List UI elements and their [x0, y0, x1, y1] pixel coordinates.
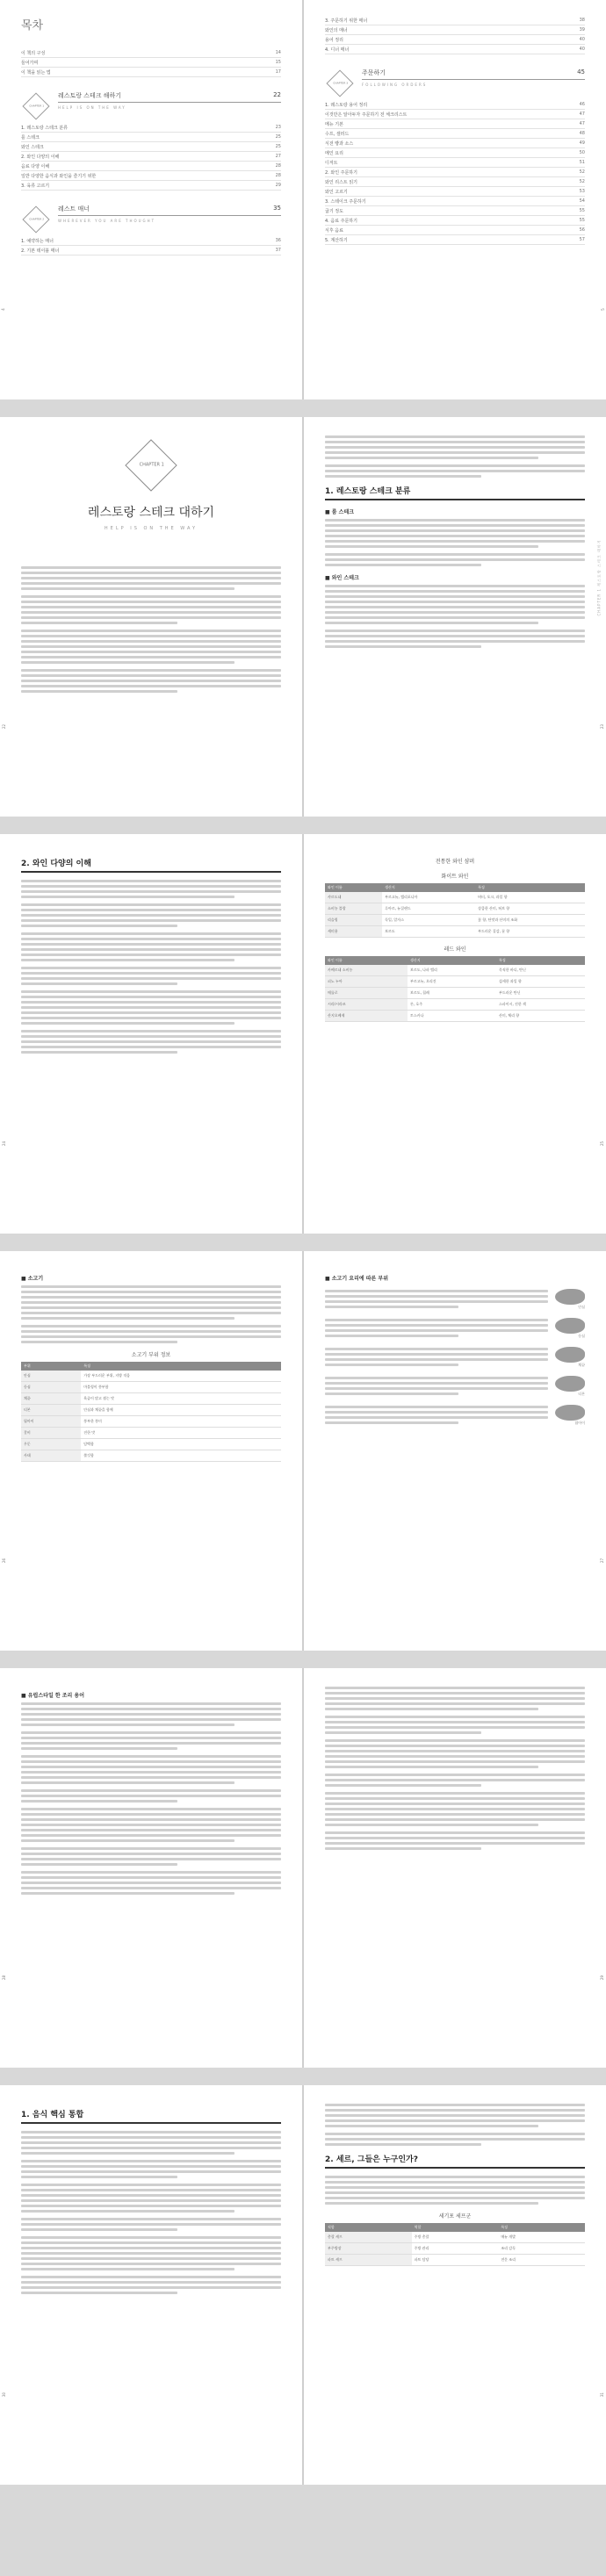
- beef-cut-image: [555, 1376, 585, 1392]
- toc-spread: [0, 0, 606, 399]
- toc-entry[interactable]: [21, 48, 281, 58]
- subsection-heading: ■ 소고기 요리에 따른 부위: [325, 1276, 388, 1282]
- chapter-diamond-icon: CHAPTER 1: [125, 439, 177, 491]
- toc-entry-page: 36: [275, 238, 281, 243]
- toc-entry-title: 2. 와인 다양의 이해: [21, 154, 60, 160]
- table-header: 특징: [475, 883, 585, 892]
- table-cell: 메를로: [325, 988, 408, 999]
- toc-entry-title: 수프, 샐러드: [325, 131, 350, 137]
- folio: 4: [0, 308, 5, 311]
- toc-right-list: [325, 16, 585, 54]
- table-cell: 꽃 향, 단맛과 산미의 조화: [475, 915, 585, 926]
- folio: 5: [601, 308, 606, 311]
- table-cell: 산미, 체리 향: [496, 1011, 585, 1022]
- table-row: [21, 1393, 281, 1405]
- red-wine-table: [325, 956, 585, 1022]
- subsection-heading: ■ 룸 스테크: [325, 509, 355, 515]
- toc-entry[interactable]: [21, 58, 281, 68]
- toc-entry-page: 38: [579, 18, 585, 23]
- table-cell: 샤르도네: [325, 892, 382, 903]
- toc-entry-title: 식후 음료: [325, 227, 343, 234]
- table-cell: 부주방장: [325, 2243, 412, 2255]
- table-header: 생산지: [382, 883, 475, 892]
- table-cell: 리슬링: [325, 915, 382, 926]
- toc-entry[interactable]: [325, 100, 585, 110]
- table-cell: 섬세한 과일 향: [496, 976, 585, 988]
- toc-entry-title: 1. 레스토랑 용어 정리: [325, 102, 368, 108]
- table-row: [325, 976, 585, 988]
- toc-entry[interactable]: [21, 133, 281, 142]
- beef-cut-image: [555, 1347, 585, 1363]
- beef-cut-table: [21, 1362, 281, 1462]
- toc-intro-list: [21, 48, 281, 77]
- toc-chapter-1-list: [21, 123, 281, 191]
- beef-cut-image: [555, 1405, 585, 1421]
- subsection-heading: ■ 와인 스테크: [325, 575, 359, 581]
- beef-cut-label: 등심: [578, 1333, 585, 1338]
- table-cell: 주방 총괄: [412, 2232, 499, 2243]
- table-row: [21, 1439, 281, 1450]
- toc-entry-page: 49: [579, 140, 585, 146]
- toc-entry-page: 56: [579, 227, 585, 233]
- table-cell: 버터, 오크, 과일 향: [475, 892, 585, 903]
- box-title: 소고기 부위 정보: [131, 1352, 171, 1358]
- table-row: [325, 988, 585, 999]
- table-cell: 부르고뉴, 캘리포니아: [382, 892, 475, 903]
- toc-right-page: [304, 0, 606, 399]
- toc-entry[interactable]: [325, 35, 585, 45]
- toc-entry-title: 메뉴 기본: [325, 121, 343, 127]
- toc-entry-title: 이 책을 읽는 법: [21, 69, 51, 76]
- toc-entry[interactable]: [21, 68, 281, 77]
- table-header: 생산지: [408, 956, 496, 965]
- table-cell: 갈비: [21, 1428, 81, 1439]
- section-heading: 1. 레스토랑 스테크 분류: [325, 485, 585, 500]
- folio: 30: [2, 2392, 7, 2398]
- table-cell: 부드러운 질감, 꿀 향: [475, 926, 585, 938]
- toc-entry-title: 이것만은 알아두자 주문하기 전 체크리스트: [325, 112, 408, 118]
- chapter-subtitle: HELP IS ON THE WAY: [104, 526, 198, 531]
- toc-entry-page: 37: [275, 248, 281, 253]
- chapter-subtitle: FOLLOWING ORDERS: [362, 83, 428, 87]
- toc-entry[interactable]: [325, 197, 585, 206]
- terms-spread: [0, 1668, 606, 2068]
- toc-entry-page: 47: [579, 112, 585, 117]
- beef-cut-item: [325, 1316, 585, 1340]
- toc-chapter-2-list: [21, 236, 281, 255]
- table-header: 특징: [498, 2223, 585, 2232]
- toc-entry-page: 46: [579, 102, 585, 107]
- table-cell: 안심: [21, 1371, 81, 1382]
- beef-cut-list: [325, 1287, 585, 1427]
- toc-entry[interactable]: [21, 152, 281, 162]
- section-heading: 1. 음식 핵심 통합: [21, 2108, 281, 2124]
- chef-left-page: [0, 2085, 302, 2485]
- table-cell: 주방 관리: [412, 2243, 499, 2255]
- chapter-opener: [21, 447, 281, 531]
- toc-left-page: [0, 0, 302, 399]
- table-cell: 담백함: [81, 1439, 281, 1450]
- toc-entry-title: 2. 와인 주문하기: [325, 169, 357, 176]
- box-title: 전통한 와인 샴퍼: [435, 859, 475, 865]
- table-cell: 풍부한 풍미: [81, 1416, 281, 1428]
- toc-entry-title: 를 스테크: [21, 134, 40, 140]
- toc-entry-page: 52: [579, 179, 585, 184]
- table-title: 레드 와인: [444, 946, 466, 953]
- chapter-subtitle: HELP IS ON THE WAY: [58, 105, 126, 110]
- table-cell: 등심: [21, 1382, 81, 1393]
- toc-entry-page: 54: [579, 198, 585, 204]
- beef-right-page: [304, 1251, 606, 1651]
- table-cell: 안심과 채끝을 함께: [81, 1405, 281, 1416]
- beef-cut-label: 티본: [578, 1391, 585, 1396]
- chef-spread: [0, 2085, 606, 2485]
- table-row: [325, 2243, 585, 2255]
- table-cell: 상큼한 산미, 허브 향: [475, 903, 585, 915]
- folio: 27: [599, 1558, 604, 1564]
- toc-entry-page: 17: [275, 69, 281, 75]
- toc-entry-page: 40: [579, 47, 585, 52]
- table-row: [21, 1405, 281, 1416]
- folio: 29: [599, 1975, 604, 1981]
- beef-cut-item: [325, 1345, 585, 1369]
- toc-entry-page: 52: [579, 169, 585, 175]
- chapter-name: 레스토랑 스테크 해하기: [58, 92, 122, 99]
- toc-entry-title: 3. 주문하기 위한 매너: [325, 18, 368, 24]
- toc-entry-page: 25: [275, 134, 281, 140]
- table-cell: 파트 담당: [412, 2255, 499, 2266]
- toc-entry[interactable]: [21, 142, 281, 152]
- toc-chapter-1[interactable]: [21, 91, 281, 116]
- chapter-diamond-icon: CHAPTER 2: [22, 205, 49, 233]
- folio: 26: [2, 1558, 7, 1564]
- table-cell: 메뉴 개발: [498, 2232, 585, 2243]
- table-header: 직함: [325, 2223, 412, 2232]
- toc-entry-title: 일반 다양한 음식과 와인을 즐기기 위한: [21, 173, 97, 179]
- table-header: 특징: [496, 956, 585, 965]
- chapter-page: 35: [273, 205, 281, 212]
- beef-cut-image: [555, 1289, 585, 1305]
- table-cell: 토스카나: [408, 1011, 496, 1022]
- table-row: [325, 2232, 585, 2243]
- toc-entry-title: 굽기 정도: [325, 208, 343, 214]
- folio: 23: [599, 723, 604, 730]
- table-cell: 피노 누아: [325, 976, 408, 988]
- table-title: 화이트 와인: [441, 874, 469, 880]
- beef-cut-item: [325, 1287, 585, 1311]
- toc-entry[interactable]: [325, 216, 585, 226]
- table-header: 와인 이름: [325, 883, 382, 892]
- terms-left-page: [0, 1668, 302, 2068]
- toc-entry-page: 27: [275, 154, 281, 159]
- table-cell: 론, 호주: [408, 999, 496, 1011]
- terms-right-page: [304, 1668, 606, 2068]
- toc-entry-title: 들어가며: [21, 60, 39, 66]
- toc-entry-title: 음료 다양 이해: [21, 163, 50, 169]
- table-cell: 쫄깃함: [81, 1450, 281, 1462]
- section-heading: 2. 와인 다양의 이해: [21, 857, 281, 873]
- beef-left-page: [0, 1251, 302, 1651]
- beef-cut-item: [325, 1374, 585, 1398]
- toc-entry-page: 14: [275, 50, 281, 55]
- table-row: [325, 915, 585, 926]
- toc-entry[interactable]: [325, 177, 585, 187]
- white-wine-table: [325, 883, 585, 938]
- toc-entry[interactable]: [325, 158, 585, 168]
- wine-spread: [0, 834, 606, 1234]
- toc-entry-title: 5. 계산하기: [325, 237, 348, 243]
- toc-entry-title: 와인 스테크: [21, 144, 44, 150]
- toc-entry[interactable]: [21, 181, 281, 191]
- toc-title: 목차: [21, 19, 44, 32]
- table-row: [21, 1450, 281, 1462]
- subsection-heading: ■ 유럽스타일 한 조리 용어: [21, 1693, 84, 1699]
- toc-entry[interactable]: [325, 16, 585, 25]
- chapter-spread: [0, 417, 606, 817]
- toc-entry-title: 와인 리스트 읽기: [325, 179, 357, 185]
- table-cell: 보르도, 칠레: [408, 988, 496, 999]
- beef-spread: [0, 1251, 606, 1651]
- table-cell: 시라/시라즈: [325, 999, 408, 1011]
- toc-entry[interactable]: [21, 171, 281, 181]
- opener-page: [0, 417, 302, 817]
- toc-entry-page: 47: [579, 121, 585, 126]
- chef-right-page: [304, 2085, 606, 2485]
- table-row: [325, 2255, 585, 2266]
- table-cell: 세미용: [325, 926, 382, 938]
- toc-entry-title: 디저트: [325, 160, 338, 166]
- chapter-name: 레스트 매너: [58, 205, 90, 212]
- toc-entry[interactable]: [325, 45, 585, 54]
- table-cell: 카베르네 소비뇽: [325, 965, 408, 976]
- toc-entry[interactable]: [325, 226, 585, 235]
- beef-cut-label: 채끝: [578, 1362, 585, 1367]
- toc-entry[interactable]: [325, 139, 585, 148]
- table-row: [325, 926, 585, 938]
- table-row: [325, 999, 585, 1011]
- table-cell: 총괄 셰프: [325, 2232, 412, 2243]
- table-cell: 조리 감독: [498, 2243, 585, 2255]
- chapter-diamond-icon: CHAPTER 3: [326, 69, 353, 97]
- toc-entry[interactable]: [325, 168, 585, 177]
- toc-chapter-3-list: [325, 100, 585, 245]
- beef-cut-label: 안심: [578, 1304, 585, 1309]
- table-row: [325, 1011, 585, 1022]
- section-heading: 2. 세르, 그들은 누구인가?: [325, 2153, 585, 2169]
- chapter-subtitle: WHEREVER YOU ARE THOUGHT: [58, 219, 156, 223]
- toc-entry-title: 4. 디너 매너: [325, 47, 350, 53]
- side-tab: [0, 0, 11, 399]
- table-cell: 독일, 알자스: [382, 915, 475, 926]
- table-header: 와인 이름: [325, 956, 408, 965]
- chapter-title: 레스토랑 스테크 대하기: [87, 506, 215, 520]
- toc-chapter-2[interactable]: [21, 205, 281, 229]
- toc-entry[interactable]: [21, 246, 281, 255]
- table-row: [21, 1371, 281, 1382]
- folio: 24: [2, 1140, 7, 1147]
- table-cell: 사태: [21, 1450, 81, 1462]
- folio: 31: [599, 2392, 604, 2398]
- toc-entry-title: 3. 육류 고르기: [21, 183, 50, 189]
- toc-entry-title: 1. 예약하는 매너: [21, 238, 54, 244]
- table-cell: 루아르, 뉴질랜드: [382, 903, 475, 915]
- table-cell: 립아이: [21, 1416, 81, 1428]
- toc-entry-page: 15: [275, 60, 281, 65]
- table-cell: 보르도, 나파 밸리: [408, 965, 496, 976]
- toc-entry[interactable]: [325, 148, 585, 158]
- toc-entry[interactable]: [325, 119, 585, 129]
- table-header: 부위: [21, 1362, 81, 1371]
- table-cell: 육즙이 많고 씹는 맛: [81, 1393, 281, 1405]
- toc-entry-title: 와인 고르기: [325, 189, 348, 195]
- toc-entry-page: 57: [579, 237, 585, 242]
- beef-cut-item: [325, 1403, 585, 1427]
- toc-entry-page: 25: [275, 144, 281, 149]
- toc-entry[interactable]: [325, 25, 585, 35]
- toc-entry-title: 3. 스테이크 주문하기: [325, 198, 366, 205]
- table-cell: 보르도: [382, 926, 475, 938]
- table-cell: 산지오베제: [325, 1011, 408, 1022]
- toc-entry-page: 48: [579, 131, 585, 136]
- folio: 25: [599, 1140, 604, 1147]
- toc-entry-page: 51: [579, 160, 585, 165]
- side-tab: [595, 0, 606, 399]
- body-text: [21, 566, 281, 693]
- toc-entry-page: 23: [275, 125, 281, 130]
- toc-chapter-3[interactable]: [325, 68, 585, 93]
- subsection-heading: ■ 소고기: [21, 1276, 44, 1282]
- toc-entry-page: 28: [275, 173, 281, 178]
- table-row: [21, 1428, 281, 1439]
- table-cell: 우둔: [21, 1439, 81, 1450]
- folio: 28: [2, 1975, 7, 1981]
- toc-entry-page: 50: [579, 150, 585, 155]
- table-cell: 마블링이 풍부함: [81, 1382, 281, 1393]
- table-cell: 진한 맛: [81, 1428, 281, 1439]
- wine-right-page: [304, 834, 606, 1234]
- table-cell: 소비뇽 블랑: [325, 903, 382, 915]
- table-header: 역할: [412, 2223, 499, 2232]
- table-row: [21, 1382, 281, 1393]
- toc-entry-page: 29: [275, 183, 281, 188]
- toc-entry[interactable]: [325, 187, 585, 197]
- table-row: [325, 903, 585, 915]
- table-cell: 부르고뉴, 오리건: [408, 976, 496, 988]
- table-cell: 티본: [21, 1405, 81, 1416]
- table-cell: 전문 조리: [498, 2255, 585, 2266]
- toc-entry-page: 55: [579, 208, 585, 213]
- toc-entry-title: 4. 음료 주문하기: [325, 218, 357, 224]
- toc-entry-page: 28: [275, 163, 281, 169]
- folio: 22: [2, 723, 7, 730]
- side-label: CHAPTER 1 레스토랑 스테크 대하기: [596, 539, 602, 616]
- table-cell: 스파이시, 진한 색: [496, 999, 585, 1011]
- table-row: [325, 892, 585, 903]
- chef-table: [325, 2223, 585, 2266]
- toc-entry-title: 식전 빵과 소스: [325, 140, 354, 147]
- toc-entry-page: 40: [579, 37, 585, 42]
- toc-entry[interactable]: [325, 235, 585, 245]
- beef-cut-label: 립아이: [574, 1420, 585, 1425]
- toc-entry[interactable]: [21, 123, 281, 133]
- wine-left-page: [0, 834, 302, 1234]
- toc-entry[interactable]: [21, 236, 281, 246]
- table-cell: 파트 셰프: [325, 2255, 412, 2266]
- toc-entry-title: 와인의 매너: [325, 27, 348, 33]
- toc-entry-title: 2. 기본 테이블 매너: [21, 248, 60, 254]
- chapter-diamond-icon: CHAPTER 1: [22, 92, 49, 119]
- chapter-name: 주문하기: [362, 69, 386, 76]
- table-cell: 채끝: [21, 1393, 81, 1405]
- table-cell: 부드러운 탄닌: [496, 988, 585, 999]
- table-row: [21, 1416, 281, 1428]
- toc-entry[interactable]: [325, 206, 585, 216]
- toc-entry[interactable]: [325, 110, 585, 119]
- table-row: [325, 965, 585, 976]
- chapter-page: 22: [273, 91, 281, 98]
- beef-cut-image: [555, 1318, 585, 1334]
- box-title: 세기포 세프군: [438, 2213, 472, 2220]
- table-header: 특징: [81, 1362, 281, 1371]
- table-cell: 가장 부드러운 부위, 지방 적음: [81, 1371, 281, 1382]
- table-cell: 묵직한 바디, 탄닌: [496, 965, 585, 976]
- toc-entry-title: 1. 레스토랑 스테크 분류: [21, 125, 69, 131]
- toc-entry[interactable]: [325, 129, 585, 139]
- toc-entry-title: 용어 정리: [325, 37, 343, 43]
- toc-entry[interactable]: [21, 162, 281, 171]
- chapter-page: 45: [577, 68, 585, 76]
- toc-entry-title: 메인 요리: [325, 150, 343, 156]
- content-page: [304, 417, 606, 817]
- toc-entry-page: 53: [579, 189, 585, 194]
- toc-entry-title: 이 책의 구성: [21, 50, 46, 56]
- toc-entry-page: 55: [579, 218, 585, 223]
- toc-entry-page: 39: [579, 27, 585, 32]
